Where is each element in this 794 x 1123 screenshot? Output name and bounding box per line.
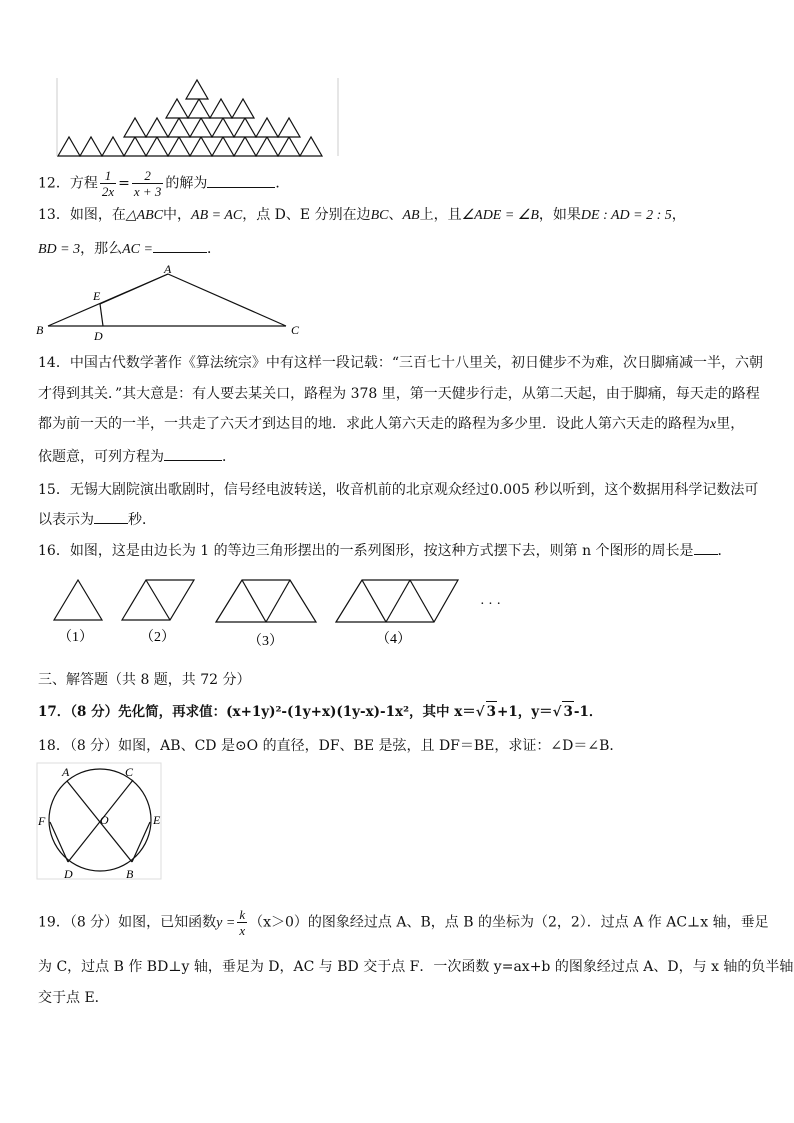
pyramid-triangle [212,137,234,156]
point-a-label: A [62,765,70,779]
pyramid-triangle [166,99,188,118]
fraction-k-x: $\frac{k}{x}$ [239,907,246,938]
pyramid-triangle [234,137,256,156]
answer-blank [164,446,222,461]
pyramid-triangle [300,137,322,156]
point-a-label: A [164,262,172,276]
pyramid-triangle [124,137,146,156]
pyramid-triangle [168,118,190,137]
point-f-label: F [38,814,46,828]
pyramid-triangle [190,137,212,156]
fraction-1: $\frac{1}{2x}$ [101,168,115,199]
point-b-label: B [126,867,134,881]
pyramid-triangle [190,118,212,137]
pyramid-triangle [232,99,254,118]
answer-blank [694,540,718,555]
figure-label-4: （4） [376,632,411,647]
question-14-line-3: 都为前一天的一半，一共走了六天才到达目的地．求此人第六天走的路程为多少里．设此人第六天走的路程为x里， [38,416,745,432]
pyramid-triangle [102,137,124,156]
figure-label-3: （3） [248,634,283,649]
pyramid-triangle [234,118,256,137]
point-d-label: D [94,329,103,342]
pyramid-triangle [256,137,278,156]
pyramid-triangle [80,137,102,156]
question-13-line-2: BD = 3，那么AC = ． [38,238,221,260]
figure-label-2: （2） [140,630,175,645]
question-14-line-1: 14．中国古代数学著作《算法统宗》中有这样一段记载：“三百七十八里关，初日健步不为难，次日脚痛减一半，六朝 [38,355,763,371]
ellipsis: · · · [480,597,501,612]
question-18: 18．（8 分）如图，AB、CD 是⊙O 的直径，DF、BE 是弦，且 DF＝BE，求证：∠D＝∠B． [38,738,624,754]
point-c-label: C [291,323,300,337]
fraction-2: $\frac{2}{x + 3}$ [133,168,162,199]
pyramid-triangle [210,99,232,118]
pyramid-triangle [58,137,80,156]
question-19-line-3: 交于点 E． [38,990,109,1006]
pyramid-triangle [146,118,168,137]
question-14-line-2: 才得到其关．”其大意是：有人要去某关口，路程为 378 里，第一天健步行走，从第二天起，由于脚痛，每天走的路程 [38,386,760,402]
figure-label-1: （1） [58,630,93,645]
pyramid-triangle [124,118,146,137]
question-19-line-1: 19．（8 分）如图，已知函数y = $\frac{k}{x}$ （x＞0）的图象经过点 A、B，点 B 的坐标为（2，2）．过点 A 作 AC⊥x 轴，垂足 [38,907,769,938]
triangle-pyramid-figure [56,76,340,158]
sqrt-sign: √ [475,704,485,720]
question-15-line-1: 15．无锡大剧院演出歌剧时，信号经电波转送，收音机前的北京观众经过0.005 秒以听到，这个数据用科学记数法可 [38,482,759,498]
circle-figure [36,762,164,882]
pyramid-triangle [256,118,278,137]
point-d-label: D [64,867,73,881]
pyramid-triangle [278,137,300,156]
question-19-line-2: 为 C，过点 B 作 BD⊥y 轴，垂足为 D，AC 与 BD 交于点 F．一次函数 y=ax+b 的图象经过点 A、D，与 x 轴的负半轴 [38,959,794,975]
question-17: 17．（8 分）先化简，再求值：(x+1y)²-(1y+x)(1y-x)-1x²，其中 x＝√ 3+1，y＝√ 3-1． [38,701,602,722]
question-13-line-1: 13．如图，在△ABC中，AB = AC，点 D、E 分别在边BC、AB上，且∠ADE = ∠B，如果DE : AD = 2 : 5， [38,207,686,223]
point-e-label: E [93,289,101,303]
point-e-label: E [153,813,161,827]
point-c-label: C [125,765,134,779]
pyramid-triangle [168,137,190,156]
pyramid-triangle [188,99,210,118]
point-b-label: B [36,323,44,337]
pyramid-triangle [186,80,208,99]
pyramid-triangle [146,137,168,156]
section-3-title: 三、解答题（共 8 题，共 72 分） [38,672,251,688]
triangle-sequence-figure [40,572,520,656]
point-o-label: O [100,813,109,827]
triangle-abc-figure [34,262,306,342]
pyramid-triangle [212,118,234,137]
answer-blank [207,173,275,188]
question-15-line-2: 以表示为 秒． [38,509,156,530]
answer-blank [94,509,128,524]
answer-blank [153,238,207,253]
question-12: 12．方程 $\frac{1}{2x}$ = $\frac{2}{x + 3}$ 的解为 ． [38,168,290,199]
question-14-line-4: 依题意，可列方程为 ． [38,446,236,467]
sqrt-sign: √ [552,704,562,720]
question-16: 16．如图，这是由边长为 1 的等边三角形摆出的一系列图形，按这种方式摆下去，则第 n 个图形的周长是 ． [38,540,732,561]
pyramid-triangle [278,118,300,137]
